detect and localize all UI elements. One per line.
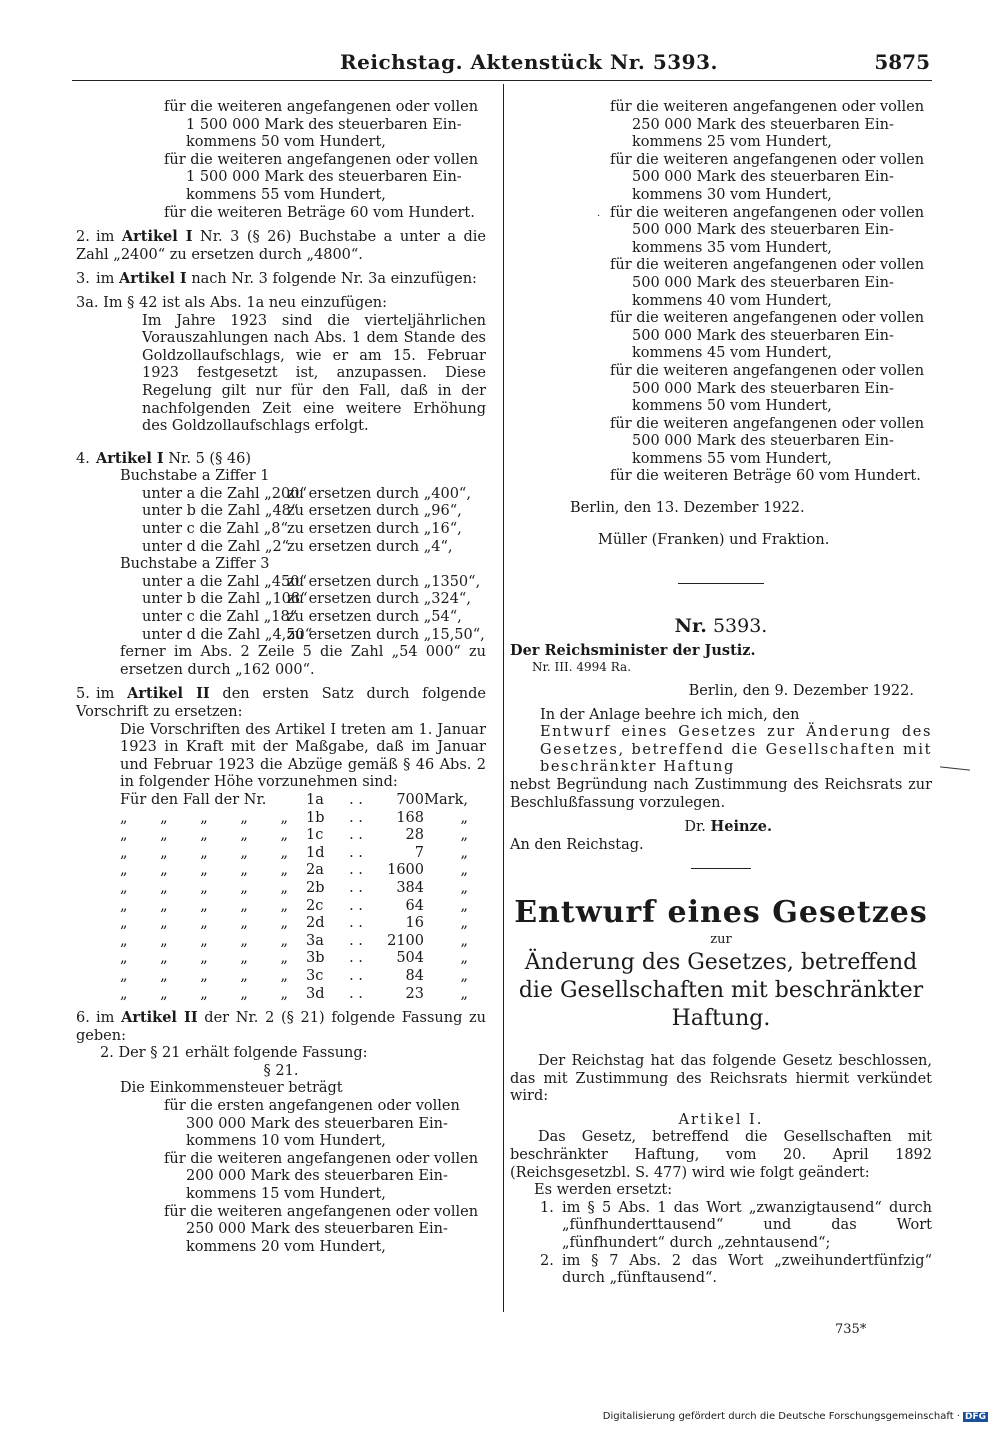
table-cell-nr: 2b xyxy=(306,879,325,896)
rate-line: kommens 20 vom Hundert, xyxy=(186,1238,386,1255)
item-4: 4. Artikel I Nr. 5 (§ 46) xyxy=(76,449,252,467)
rate-line: für die weiteren Beträge 60 vom Hundert. xyxy=(164,204,475,221)
table-cell-label: Für den Fall der Nr. xyxy=(120,791,267,808)
table-cell-value: 700 xyxy=(396,791,424,808)
table-cell-nr: 1a xyxy=(306,791,324,808)
rate-line: für die weiteren angefangenen oder vollen xyxy=(164,151,479,168)
table-cell-unit: „ xyxy=(460,915,468,932)
rate-line: für die weiteren angefangenen oder vollen xyxy=(164,1150,479,1167)
table-row xyxy=(76,810,486,828)
rate-line: für die weiteren angefangenen oder vollen xyxy=(164,1203,479,1220)
rate-line: 200 000 Mark des steuerbaren Ein- xyxy=(186,1168,448,1185)
table-cell-dots: . . xyxy=(349,932,363,949)
table-row xyxy=(76,950,486,968)
table-row xyxy=(76,933,486,951)
letter-intro: In der Anlage beehre ich mich, den xyxy=(540,706,800,723)
paragraph-21: § 21. xyxy=(263,1062,299,1079)
rate-line: kommens 50 vom Hundert, xyxy=(632,398,832,415)
table-cell-label: „ „ „ „ „ xyxy=(120,950,302,967)
table-cell-value: 1600 xyxy=(387,862,424,879)
rate-line: 500 000 Mark des steuerbaren Ein- xyxy=(632,433,894,450)
rate-line: 500 000 Mark des steuerbaren Ein- xyxy=(632,222,894,239)
table-cell-dots: . . xyxy=(349,809,363,826)
item-4-group2-label: Buchstabe a Ziffer 3 xyxy=(120,556,270,573)
table-cell-dots: . . xyxy=(349,844,363,861)
table-cell-label: „ „ „ „ „ xyxy=(120,985,302,1002)
table-cell-nr: 3b xyxy=(306,950,325,967)
item-5-text: Die Vorschriften des Artikel I treten am 1. Januar 1923 in Kraft mit der Maßgabe, daß im Januar und Februar 1923 die Abzüge gemäß § 46 Abs. 2 in folgender Höhe vorzunehmen sind: xyxy=(120,721,486,791)
table-cell-dots: . . xyxy=(349,950,363,967)
rate-line: kommens 55 vom Hundert, xyxy=(632,450,832,467)
table-cell-unit: „ xyxy=(460,827,468,844)
item-text: im § 7 Abs. 2 das Wort „zweihundertfünfzig“ durch „fünftausend“. xyxy=(562,1252,932,1287)
table-cell-nr: 3a xyxy=(306,932,324,949)
table-cell-label: „ „ „ „ „ xyxy=(120,809,302,826)
item-text: im § 5 Abs. 1 das Wort „zwanzigtausend“ durch „fünfhunderttausend“ und das Wort „fünfhundert“ durch „zehntausend“; xyxy=(562,1199,932,1251)
bill-subtitle: Änderung des Gesetzes, betreffend die Gesellschaften mit beschränkter Haftung. xyxy=(518,949,924,1031)
rate-line: für die weiteren angefangenen oder vollen xyxy=(610,151,925,168)
rate-line: für die ersten angefangenen oder vollen xyxy=(164,1098,460,1115)
article-text: Das Gesetz, betreffend die Gesellschaften mit beschränkter Haftung, vom 20. April 1892 (Reichsgesetzbl. S. 477) wird wie folgt geändert: xyxy=(510,1129,932,1181)
table-cell-label: „ „ „ „ „ xyxy=(120,844,302,861)
replacement-to: zu ersetzen durch „1350“, xyxy=(287,573,481,590)
rate-line: 1 500 000 Mark des steuerbaren Ein- xyxy=(186,116,462,133)
table-cell-nr: 2d xyxy=(306,915,325,932)
signature-mark: 735* xyxy=(835,1322,867,1337)
replacement-row xyxy=(76,627,486,645)
replacements-intro: Es werden ersetzt: xyxy=(534,1182,673,1199)
table-row xyxy=(76,915,486,933)
replacement-row xyxy=(76,574,486,592)
rate-line: für die weiteren angefangenen oder vollen xyxy=(610,204,925,221)
article-heading: Artikel I. xyxy=(678,1111,764,1128)
item-2: 2. im Artikel I Nr. 3 (§ 26) Buchstabe a unter a die Zahl „2400“ zu ersetzen durch „4800“. xyxy=(76,228,486,263)
item-6: 6. im Artikel II der Nr. 2 (§ 21) folgende Fassung zu geben: xyxy=(76,1009,486,1044)
signature-1: Müller (Franken) und Fraktion. xyxy=(598,531,830,548)
rate-line: für die weiteren angefangenen oder vollen xyxy=(610,310,925,327)
table-cell-dots: . . xyxy=(349,791,363,808)
replacement-from: unter c die Zahl „8“ xyxy=(142,521,288,538)
table-cell-dots: . . xyxy=(349,862,363,879)
table-cell-value: 2100 xyxy=(387,932,424,949)
replacement-to: zu ersetzen durch „4“, xyxy=(287,538,453,555)
replacement-to: zu ersetzen durch „54“, xyxy=(287,609,462,626)
replacement-to: zu ersetzen durch „16“, xyxy=(287,521,462,538)
table-cell-unit: „ xyxy=(460,809,468,826)
table-row xyxy=(76,968,486,986)
replacement-to: zu ersetzen durch „96“, xyxy=(287,503,462,520)
rate-line: kommens 35 vom Hundert, xyxy=(632,239,832,256)
table-cell-unit: „ xyxy=(460,862,468,879)
table-row xyxy=(76,792,486,810)
rate-line: kommens 15 vom Hundert, xyxy=(186,1186,386,1203)
replacement-row xyxy=(76,503,486,521)
item-4-group1-label: Buchstabe a Ziffer 1 xyxy=(120,468,270,485)
table-cell-label: „ „ „ „ „ xyxy=(120,862,302,879)
table-cell-nr: 2a xyxy=(306,862,324,879)
table-cell-label: „ „ „ „ „ xyxy=(120,827,302,844)
left-column xyxy=(76,99,486,1256)
table-row xyxy=(76,986,486,1004)
minister-signature: Dr. Heinze. xyxy=(684,818,772,836)
table-cell-unit: Mark, xyxy=(424,791,468,808)
item-3: 3. im Artikel I nach Nr. 3 folgende Nr. 3a einzufügen: xyxy=(76,270,477,288)
rate-line: für die weiteren angefangenen oder vollen xyxy=(610,99,925,115)
rate-line: 500 000 Mark des steuerbaren Ein- xyxy=(632,169,894,186)
table-cell-label: „ „ „ „ „ xyxy=(120,915,302,932)
item-4-ferner: ferner im Abs. 2 Zeile 5 die Zahl „54 000“ zu ersetzen durch „162 000“. xyxy=(120,644,486,678)
table-row xyxy=(76,827,486,845)
table-cell-dots: . . xyxy=(349,967,363,984)
replacement-to: zu ersetzen durch „15,50“, xyxy=(287,626,485,643)
reference-number: Nr. III. 4994 Ra. xyxy=(532,660,632,675)
header-rule xyxy=(72,80,932,81)
item-4-group2 xyxy=(76,574,486,644)
rate-line: für die weiteren angefangenen oder vollen xyxy=(610,415,925,432)
replacement-item xyxy=(510,1200,932,1253)
rate-line: 250 000 Mark des steuerbaren Ein- xyxy=(632,116,894,133)
income-tax-intro: Die Einkommensteuer beträgt xyxy=(120,1080,343,1097)
table-cell-dots: . . xyxy=(349,879,363,896)
rate-line: kommens 50 vom Hundert, xyxy=(186,134,386,151)
margin-mark xyxy=(940,766,970,770)
table-cell-value: 64 xyxy=(405,897,424,914)
replacement-from: unter b die Zahl „108“ xyxy=(142,591,308,608)
item-number: 1. xyxy=(540,1199,554,1216)
dfg-logo: DFG xyxy=(964,1411,986,1422)
table-cell-value: 16 xyxy=(405,915,424,932)
replacement-items xyxy=(510,1200,932,1288)
replacement-row xyxy=(76,609,486,627)
sender: Der Reichsminister der Justiz. xyxy=(510,641,756,659)
table-cell-label: „ „ „ „ „ xyxy=(120,897,302,914)
table-cell-value: 504 xyxy=(396,950,424,967)
item-3a-text: Im Jahre 1923 sind die vierteljährlichen Vorauszahlungen nach Abs. 1 dem Stande des Goldzollaufschlags, wie er am 15. Februar 1923 festgesetzt ist, anzupassen. Diese Regelung gilt nur für den Fall, daß in der nachfolgenden Zeit eine weitere Erhöhung des Goldzollaufschlags erfolgt. xyxy=(142,312,486,435)
table-cell-unit: „ xyxy=(460,844,468,861)
table-cell-nr: 1c xyxy=(306,827,324,844)
table-cell-value: 23 xyxy=(405,985,424,1002)
rate-line: für die weiteren angefangenen oder vollen xyxy=(164,99,479,115)
rate-line: kommens 40 vom Hundert, xyxy=(632,292,832,309)
tax-rate-lines-continued xyxy=(76,99,486,222)
addressee: An den Reichstag. xyxy=(510,836,644,853)
rate-line: kommens 30 vom Hundert, xyxy=(632,186,832,203)
margin-dot: · xyxy=(597,211,601,222)
replacement-row xyxy=(76,521,486,539)
table-cell-value: 7 xyxy=(414,844,424,861)
table-cell-nr: 1b xyxy=(306,809,325,826)
digitization-credit xyxy=(603,1411,988,1422)
table-cell-unit: „ xyxy=(460,897,468,914)
table-cell-dots: . . xyxy=(349,915,363,932)
date-line-2: Berlin, den 9. Dezember 1922. xyxy=(688,683,914,700)
table-cell-label: „ „ „ „ „ xyxy=(120,967,302,984)
table-cell-nr: 3c xyxy=(306,967,324,984)
table-row xyxy=(76,880,486,898)
item-5: 5. im Artikel II den ersten Satz durch folgende Vorschrift zu ersetzen: xyxy=(76,685,486,720)
rate-line: kommens 55 vom Hundert, xyxy=(186,186,386,203)
rate-line: 500 000 Mark des steuerbaren Ein- xyxy=(632,274,894,291)
replacement-from: unter b die Zahl „48“ xyxy=(142,503,299,520)
tax-rate-lines-right xyxy=(510,99,932,486)
replacement-item xyxy=(510,1253,932,1288)
table-cell-unit: „ xyxy=(460,932,468,949)
rate-line: für die weiteren angefangenen oder vollen xyxy=(610,362,925,379)
table-cell-unit: „ xyxy=(460,967,468,984)
document-number-heading: Nr. 5393. xyxy=(674,615,768,638)
tax-rate-lines xyxy=(76,1098,486,1256)
table-cell-label: „ „ „ „ „ xyxy=(120,932,302,949)
table-cell-dots: . . xyxy=(349,897,363,914)
enacting-clause: Der Reichstag hat das folgende Gesetz beschlossen, das mit Zustimmung des Reichsrats hiermit verkündet wird: xyxy=(510,1052,932,1105)
table-cell-unit: „ xyxy=(460,950,468,967)
table-cell-label: „ „ „ „ „ xyxy=(120,879,302,896)
table-cell-dots: . . xyxy=(349,827,363,844)
table-cell-value: 28 xyxy=(405,827,424,844)
table-cell-unit: „ xyxy=(460,879,468,896)
rate-line: kommens 10 vom Hundert, xyxy=(186,1133,386,1150)
rate-line: 1 500 000 Mark des steuerbaren Ein- xyxy=(186,169,462,186)
table-cell-nr: 2c xyxy=(306,897,324,914)
table-cell-value: 384 xyxy=(396,879,424,896)
table-row xyxy=(76,862,486,880)
replacement-row xyxy=(76,591,486,609)
rate-line: kommens 45 vom Hundert, xyxy=(632,345,832,362)
bill-title-zur: zur xyxy=(710,932,732,948)
table-row xyxy=(76,845,486,863)
letter-continuation: nebst Begründung nach Zustimmung des Reichsrats zur Beschlußfassung vorzulegen. xyxy=(510,777,932,811)
item-number: 2. xyxy=(540,1252,554,1269)
item-6-sub: 2. Der § 21 erhält folgende Fassung: xyxy=(100,1045,368,1062)
date-line-1: Berlin, den 13. Dezember 1922. xyxy=(570,500,805,517)
replacement-to: zu ersetzen durch „400“, xyxy=(287,485,471,502)
replacement-from: unter c die Zahl „18“ xyxy=(142,609,298,626)
table-cell-nr: 3d xyxy=(306,985,325,1002)
replacement-from: unter a die Zahl „450“ xyxy=(142,573,307,590)
replacement-from: unter a die Zahl „200“ xyxy=(142,485,307,502)
table-cell-unit: „ xyxy=(460,985,468,1002)
table-cell-value: 168 xyxy=(396,809,424,826)
rate-line: 500 000 Mark des steuerbaren Ein- xyxy=(632,327,894,344)
rate-line: für die weiteren Beträge 60 vom Hundert. xyxy=(610,468,921,485)
running-title: Reichstag. Aktenstück Nr. 5393. xyxy=(340,50,718,74)
bill-title: Entwurf eines Gesetzes xyxy=(514,895,928,931)
credit-text: Digitalisierung gefördert durch die Deutsche Forschungsgemeinschaft · xyxy=(602,1411,960,1422)
rate-line: 300 000 Mark des steuerbaren Ein- xyxy=(186,1115,448,1132)
rate-line: 500 000 Mark des steuerbaren Ein- xyxy=(632,380,894,397)
table-cell-value: 84 xyxy=(405,967,424,984)
table-row xyxy=(76,898,486,916)
item-3a-label: 3a. Im § 42 ist als Abs. 1a neu einzufügen: xyxy=(76,294,388,311)
replacement-from: unter d die Zahl „4,50“ xyxy=(142,626,313,643)
page-number: 5875 xyxy=(874,50,930,74)
table-cell-nr: 1d xyxy=(306,844,325,861)
replacement-from: unter d die Zahl „2“ xyxy=(142,538,290,555)
rate-line: für die weiteren angefangenen oder vollen xyxy=(610,257,925,274)
replacement-row xyxy=(76,539,486,557)
right-column xyxy=(510,99,932,1288)
item-4-group1 xyxy=(76,486,486,556)
rate-line: 250 000 Mark des steuerbaren Ein- xyxy=(186,1221,448,1238)
page-header xyxy=(0,50,1000,80)
replacement-to: zu ersetzen durch „324“, xyxy=(287,591,471,608)
table-cell-dots: . . xyxy=(349,985,363,1002)
rate-line: kommens 25 vom Hundert, xyxy=(632,134,832,151)
column-divider xyxy=(503,84,504,1312)
bill-title-spaced: Entwurf eines Gesetzes zur Änderung des Gesetzes, betreffend die Gesellschaften mit beschränkter Haftung xyxy=(540,724,932,776)
deduction-table xyxy=(76,792,486,1003)
replacement-row xyxy=(76,486,486,504)
